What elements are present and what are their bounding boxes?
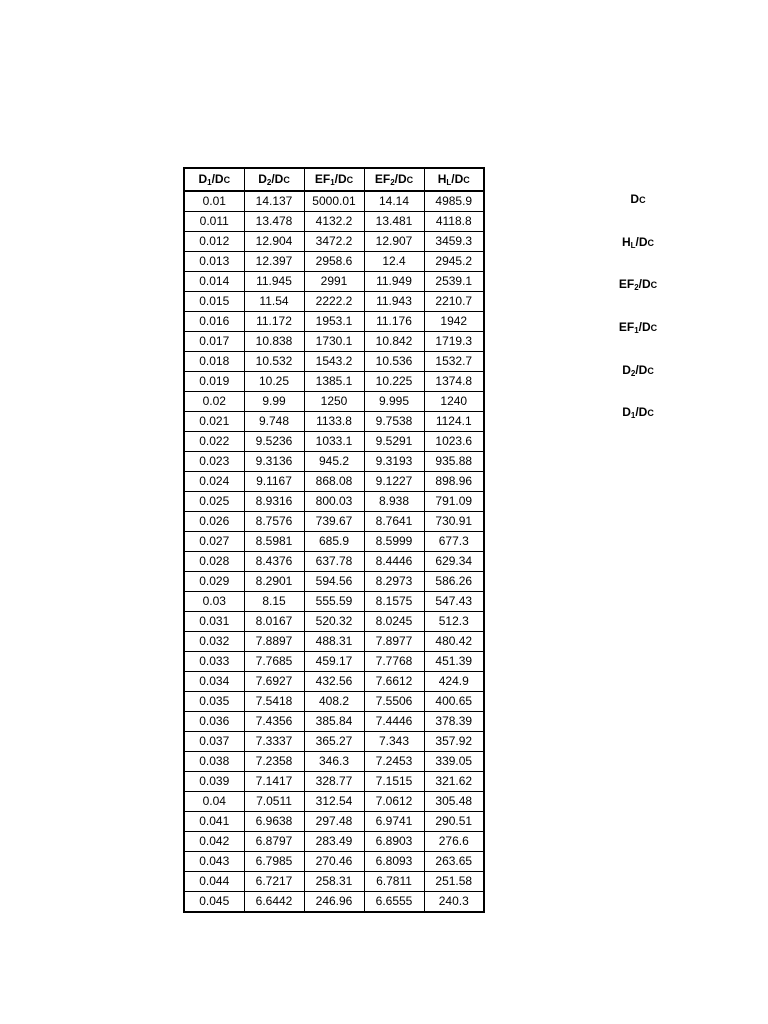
table-cell: 11.945 — [244, 272, 304, 292]
table-cell: 512.3 — [424, 612, 484, 632]
table-cell: 800.03 — [304, 492, 364, 512]
table-row — [184, 532, 484, 552]
table-cell: 6.7811 — [364, 872, 424, 892]
label-part-tail: C — [647, 366, 654, 376]
label-part-main: D — [622, 363, 631, 377]
table-cell: 0.022 — [184, 432, 244, 452]
table-cell: 898.96 — [424, 472, 484, 492]
table-cell: 13.481 — [364, 212, 424, 232]
table-cell: 0.01 — [184, 191, 244, 212]
table-row — [184, 412, 484, 432]
table-cell: 586.26 — [424, 572, 484, 592]
table-cell: 2945.2 — [424, 252, 484, 272]
side-label — [598, 234, 678, 251]
table-row — [184, 392, 484, 412]
table-cell: 9.3136 — [244, 452, 304, 472]
table-cell: 5000.01 — [304, 191, 364, 212]
table-cell: 8.5981 — [244, 532, 304, 552]
table-cell: 9.995 — [364, 392, 424, 412]
table-cell: 10.838 — [244, 332, 304, 352]
table-cell: 251.58 — [424, 872, 484, 892]
table-cell: 520.32 — [304, 612, 364, 632]
table-row — [184, 732, 484, 752]
table-row — [184, 312, 484, 332]
table-cell: 0.036 — [184, 712, 244, 732]
table-cell: 9.1167 — [244, 472, 304, 492]
table-cell: 240.3 — [424, 892, 484, 913]
table-cell: 13.478 — [244, 212, 304, 232]
label-part-main: EF — [374, 171, 391, 186]
label-part-main: D — [258, 171, 267, 186]
label-part-sub: L — [630, 241, 636, 250]
table-row — [184, 692, 484, 712]
table-cell: 3459.3 — [424, 232, 484, 252]
table-cell: 8.2973 — [364, 572, 424, 592]
label-part-sep: /D — [334, 171, 347, 186]
label-part-sep: /D — [635, 235, 648, 249]
table-cell: 7.5418 — [244, 692, 304, 712]
table-cell: 357.92 — [424, 732, 484, 752]
table-cell: 8.9316 — [244, 492, 304, 512]
table-cell: 451.39 — [424, 652, 484, 672]
table-cell: 8.0167 — [244, 612, 304, 632]
table-cell: 339.05 — [424, 752, 484, 772]
table-cell: 1033.1 — [304, 432, 364, 452]
column-header — [304, 168, 364, 191]
table-cell: 297.48 — [304, 812, 364, 832]
table-cell: 1250 — [304, 392, 364, 412]
table-cell: 0.038 — [184, 752, 244, 772]
table-row — [184, 892, 484, 913]
label-part-sub: 1 — [330, 177, 335, 187]
table-cell: 1023.6 — [424, 432, 484, 452]
table-cell: 6.7985 — [244, 852, 304, 872]
table-cell: 547.43 — [424, 592, 484, 612]
table-cell: 246.96 — [304, 892, 364, 913]
label-part-tail: C — [639, 195, 646, 205]
table-cell: 7.2453 — [364, 752, 424, 772]
table-cell: 739.67 — [304, 512, 364, 532]
table-cell: 12.4 — [364, 252, 424, 272]
table-cell: 283.49 — [304, 832, 364, 852]
table-cell: 4985.9 — [424, 191, 484, 212]
table-cell: 1124.1 — [424, 412, 484, 432]
table-cell: 12.397 — [244, 252, 304, 272]
table-row — [184, 372, 484, 392]
table-cell: 7.4356 — [244, 712, 304, 732]
table-row — [184, 492, 484, 512]
table-cell: 0.021 — [184, 412, 244, 432]
table-cell: 1385.1 — [304, 372, 364, 392]
table-cell: 8.4376 — [244, 552, 304, 572]
table-cell: 11.943 — [364, 292, 424, 312]
table-cell: 0.045 — [184, 892, 244, 913]
column-header — [244, 168, 304, 191]
table-cell: 0.035 — [184, 692, 244, 712]
table-row — [184, 632, 484, 652]
table-row — [184, 872, 484, 892]
table-cell: 263.65 — [424, 852, 484, 872]
table-cell: 11.54 — [244, 292, 304, 312]
label-part-tail: C — [463, 174, 470, 185]
table-cell: 9.7538 — [364, 412, 424, 432]
table-row — [184, 191, 484, 212]
table-header — [184, 168, 484, 191]
table-cell: 1374.8 — [424, 372, 484, 392]
table-cell: 459.17 — [304, 652, 364, 672]
label-part-sub: L — [446, 177, 452, 187]
table-cell: 0.015 — [184, 292, 244, 312]
table-cell: 555.59 — [304, 592, 364, 612]
table-row — [184, 672, 484, 692]
label-part-sub: 2 — [390, 177, 395, 187]
table-cell: 0.023 — [184, 452, 244, 472]
table-cell: 0.014 — [184, 272, 244, 292]
table-cell: 9.5236 — [244, 432, 304, 452]
table-cell: 9.3193 — [364, 452, 424, 472]
label-part-main: D — [198, 171, 208, 186]
table-cell: 365.27 — [304, 732, 364, 752]
label-part-tail: C — [346, 174, 354, 185]
table-cell: 1240 — [424, 392, 484, 412]
label-part-sep: /D — [635, 363, 648, 377]
table-cell: 385.84 — [304, 712, 364, 732]
table-cell: 629.34 — [424, 552, 484, 572]
table-cell: 8.15 — [244, 592, 304, 612]
table-cell: 868.08 — [304, 472, 364, 492]
table-cell: 0.039 — [184, 772, 244, 792]
table-cell: 10.532 — [244, 352, 304, 372]
table-cell: 9.99 — [244, 392, 304, 412]
table-cell: 10.225 — [364, 372, 424, 392]
table-row — [184, 592, 484, 612]
table-cell: 1942 — [424, 312, 484, 332]
label-part-sub: 1 — [634, 326, 639, 335]
side-label — [598, 276, 678, 293]
table-row — [184, 812, 484, 832]
table-cell: 8.7641 — [364, 512, 424, 532]
table-cell: 258.31 — [304, 872, 364, 892]
side-label — [598, 319, 678, 336]
table-cell: 7.1417 — [244, 772, 304, 792]
table-cell: 0.037 — [184, 732, 244, 752]
table-cell: 6.8797 — [244, 832, 304, 852]
label-part-sep: /D — [451, 171, 464, 186]
table-cell: 0.032 — [184, 632, 244, 652]
table-cell: 7.7685 — [244, 652, 304, 672]
table-row — [184, 792, 484, 812]
label-part-tail: C — [650, 280, 658, 290]
label-part-sub: 2 — [266, 177, 272, 187]
column-header — [424, 168, 484, 191]
table-cell: 7.3337 — [244, 732, 304, 752]
label-part-sep: /D — [638, 277, 651, 291]
label-part-main: D — [622, 405, 631, 419]
table-cell: 0.042 — [184, 832, 244, 852]
table-cell: 8.2901 — [244, 572, 304, 592]
table-cell: 312.54 — [304, 792, 364, 812]
table-cell: 7.1515 — [364, 772, 424, 792]
table-cell: 0.03 — [184, 592, 244, 612]
table-row — [184, 852, 484, 872]
table-cell: 7.0612 — [364, 792, 424, 812]
table-cell: 276.6 — [424, 832, 484, 852]
table-cell: 10.842 — [364, 332, 424, 352]
table-cell: 8.1575 — [364, 592, 424, 612]
table-row — [184, 832, 484, 852]
table-cell: 0.034 — [184, 672, 244, 692]
label-part-sep: /D — [635, 405, 648, 419]
label-part-main: EF — [314, 171, 331, 186]
table-cell: 945.2 — [304, 452, 364, 472]
table-row — [184, 512, 484, 532]
table-cell: 378.39 — [424, 712, 484, 732]
label-part-main: EF — [618, 320, 635, 334]
table-cell: 0.029 — [184, 572, 244, 592]
table-cell: 480.42 — [424, 632, 484, 652]
table-cell: 791.09 — [424, 492, 484, 512]
table-cell: 7.6612 — [364, 672, 424, 692]
side-label — [598, 191, 678, 208]
table-cell: 0.031 — [184, 612, 244, 632]
header-row — [184, 168, 484, 191]
table-cell: 730.91 — [424, 512, 484, 532]
table-cell: 6.6442 — [244, 892, 304, 913]
table-cell: 305.48 — [424, 792, 484, 812]
label-part-sep: /D — [211, 171, 224, 186]
table-row — [184, 572, 484, 592]
table-cell: 8.4446 — [364, 552, 424, 572]
table-cell: 11.172 — [244, 312, 304, 332]
label-part-sub: 1 — [207, 177, 212, 187]
table-row — [184, 352, 484, 372]
table-cell: 2539.1 — [424, 272, 484, 292]
table-cell: 7.5506 — [364, 692, 424, 712]
column-header — [184, 168, 244, 191]
label-part-main: EF — [618, 277, 635, 291]
table-cell: 7.8977 — [364, 632, 424, 652]
table-cell: 7.2358 — [244, 752, 304, 772]
table-cell: 6.7217 — [244, 872, 304, 892]
table-cell: 2958.6 — [304, 252, 364, 272]
table-cell: 8.5999 — [364, 532, 424, 552]
table-cell: 9.748 — [244, 412, 304, 432]
label-part-sep: /D — [271, 171, 284, 186]
table-cell: 1719.3 — [424, 332, 484, 352]
table-row — [184, 712, 484, 732]
table-cell: 424.9 — [424, 672, 484, 692]
table-row — [184, 292, 484, 312]
table-cell: 637.78 — [304, 552, 364, 572]
table-row — [184, 472, 484, 492]
table-cell: 0.027 — [184, 532, 244, 552]
table-cell: 7.8897 — [244, 632, 304, 652]
table-body — [184, 191, 484, 912]
table-row — [184, 752, 484, 772]
label-part-sep: /D — [638, 320, 651, 334]
table-cell: 14.137 — [244, 191, 304, 212]
side-label — [598, 362, 678, 379]
table-row — [184, 252, 484, 272]
table-cell: 488.31 — [304, 632, 364, 652]
table-cell: 8.7576 — [244, 512, 304, 532]
table-cell: 0.019 — [184, 372, 244, 392]
table-cell: 408.2 — [304, 692, 364, 712]
label-part-tail: C — [650, 323, 658, 333]
table-cell: 7.343 — [364, 732, 424, 752]
table-cell: 346.3 — [304, 752, 364, 772]
table-cell: 0.016 — [184, 312, 244, 332]
side-label — [598, 404, 678, 421]
table-cell: 2210.7 — [424, 292, 484, 312]
table-cell: 9.5291 — [364, 432, 424, 452]
table-row — [184, 432, 484, 452]
table-cell: 2222.2 — [304, 292, 364, 312]
table-cell: 1953.1 — [304, 312, 364, 332]
table-cell: 935.88 — [424, 452, 484, 472]
table-cell: 328.77 — [304, 772, 364, 792]
table-cell: 432.56 — [304, 672, 364, 692]
table-cell: 0.044 — [184, 872, 244, 892]
table-cell: 6.9638 — [244, 812, 304, 832]
table-cell: 12.904 — [244, 232, 304, 252]
table-row — [184, 452, 484, 472]
table-row — [184, 652, 484, 672]
label-part-main: H — [621, 235, 631, 249]
table-cell: 2991 — [304, 272, 364, 292]
table-cell: 6.8093 — [364, 852, 424, 872]
label-part-tail: C — [406, 174, 414, 185]
label-part-tail: C — [283, 174, 290, 185]
table-cell: 0.011 — [184, 212, 244, 232]
table-cell: 0.04 — [184, 792, 244, 812]
label-part-main: D — [630, 192, 640, 206]
data-table — [183, 167, 485, 913]
table-cell: 0.018 — [184, 352, 244, 372]
table-row — [184, 552, 484, 572]
table-row — [184, 332, 484, 352]
label-part-sub: 2 — [634, 283, 639, 292]
table-cell: 594.56 — [304, 572, 364, 592]
table-row — [184, 232, 484, 252]
table-cell: 10.25 — [244, 372, 304, 392]
label-part-tail: C — [647, 238, 655, 248]
label-part-sub: 2 — [630, 369, 636, 378]
table-cell: 14.14 — [364, 191, 424, 212]
table-cell: 11.176 — [364, 312, 424, 332]
table-cell: 7.4446 — [364, 712, 424, 732]
table-cell: 9.1227 — [364, 472, 424, 492]
table-cell: 0.02 — [184, 392, 244, 412]
table-cell: 12.907 — [364, 232, 424, 252]
table-cell: 400.65 — [424, 692, 484, 712]
table-cell: 0.012 — [184, 232, 244, 252]
table-cell: 8.0245 — [364, 612, 424, 632]
label-part-main: H — [437, 171, 447, 186]
table-row — [184, 612, 484, 632]
table-cell: 6.6555 — [364, 892, 424, 913]
table-cell: 321.62 — [424, 772, 484, 792]
table-cell: 0.025 — [184, 492, 244, 512]
table-cell: 0.041 — [184, 812, 244, 832]
table-cell: 290.51 — [424, 812, 484, 832]
table-cell: 7.0511 — [244, 792, 304, 812]
table-cell: 1532.7 — [424, 352, 484, 372]
table-cell: 0.024 — [184, 472, 244, 492]
table-row — [184, 772, 484, 792]
label-part-sub: 1 — [630, 411, 636, 420]
table-row — [184, 212, 484, 232]
table-cell: 0.017 — [184, 332, 244, 352]
table-row — [184, 272, 484, 292]
table-cell: 6.9741 — [364, 812, 424, 832]
table-cell: 1133.8 — [304, 412, 364, 432]
label-part-sep: /D — [394, 171, 407, 186]
table-cell: 4118.8 — [424, 212, 484, 232]
table-cell: 0.013 — [184, 252, 244, 272]
table-cell: 1543.2 — [304, 352, 364, 372]
table-cell: 11.949 — [364, 272, 424, 292]
table-cell: 270.46 — [304, 852, 364, 872]
column-header — [364, 168, 424, 191]
table-cell: 8.938 — [364, 492, 424, 512]
table-cell: 1730.1 — [304, 332, 364, 352]
table-cell: 10.536 — [364, 352, 424, 372]
table-cell: 0.028 — [184, 552, 244, 572]
label-part-tail: C — [223, 174, 231, 185]
table-cell: 4132.2 — [304, 212, 364, 232]
label-part-tail: C — [647, 408, 654, 418]
table-cell: 0.043 — [184, 852, 244, 872]
table-cell: 6.8903 — [364, 832, 424, 852]
table-cell: 677.3 — [424, 532, 484, 552]
table-cell: 7.7768 — [364, 652, 424, 672]
table-cell: 7.6927 — [244, 672, 304, 692]
table-cell: 0.033 — [184, 652, 244, 672]
table-cell: 3472.2 — [304, 232, 364, 252]
table-cell: 685.9 — [304, 532, 364, 552]
table-cell: 0.026 — [184, 512, 244, 532]
